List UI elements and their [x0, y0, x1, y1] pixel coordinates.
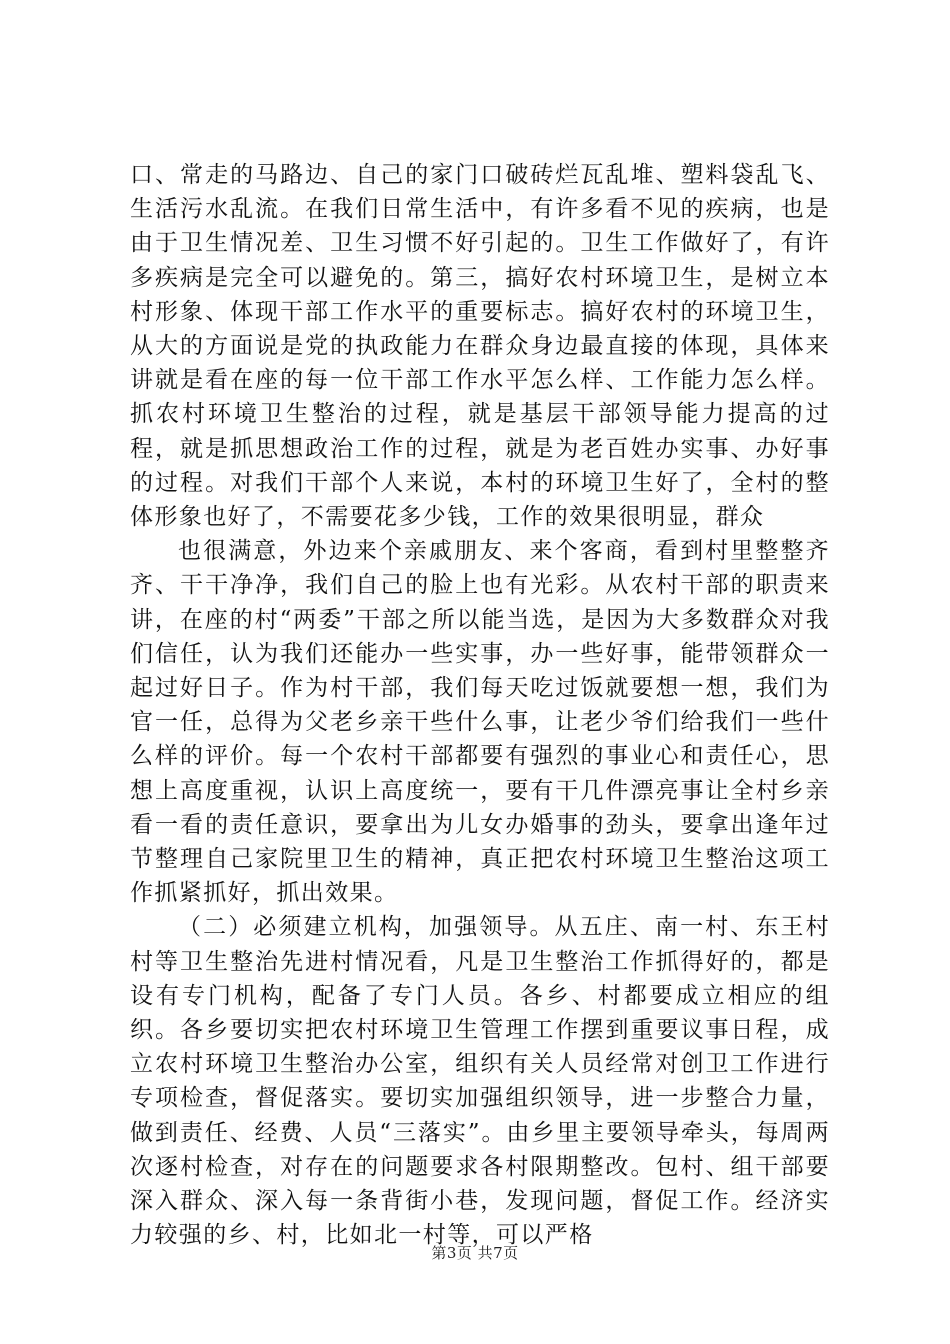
paragraph-3: （二）必须建立机构，加强领导。从五庄、南一村、东王村村等卫生整治先进村情况看，凡是卫生整治工作抓得好的，都是设有专门机构，配备了专门人员。各乡、村都要成立相应的组织。各乡要切实把农村环境卫生管理工作摆到重要议事日程，成立农村环境卫生整治办公室，组织有关人员经常对创卫工作进行专项检查，督促落实。要切实加强组织领导，进一步整合力量，做到责任、经费、人员“三落实”。由乡里主要领导牵头，每周两次逐村检查，对存在的问题要求各村限期整改。包村、组干部要深入群众、深入每一条背街小巷，发现问题，督促工作。经济实力较强的乡、村，比如北一村等，可以严格	[130, 914, 830, 1249]
paragraph-1: 口、常走的马路边、自己的家门口破砖烂瓦乱堆、塑料袋乱飞、生活污水乱流。在我们日常生活中，有许多看不见的疾病，也是由于卫生情况差、卫生习惯不好引起的。卫生工作做好了，有许多疾病是完全可以避免的。第三，搞好农村环境卫生，是树立本村形象、体现干部工作水平的重要标志。搞好农村的环境卫生，从大的方面说是党的执政能力在群众身边最直接的体现，具体来讲就是看在座的每一位干部工作水平怎么样、工作能力怎么样。抓农村环境卫生整治的过程，就是基层干部领导能力提高的过程，就是抓思想政治工作的过程，就是为老百姓办实事、办好事的过程。对我们干部个人来说，本村的环境卫生好了，全村的整体形象也好了，不需要花多少钱，工作的效果很明显，群众	[130, 162, 830, 531]
paragraph-2: 也很满意，外边来个亲戚朋友、来个客商，看到村里整整齐齐、干干净净，我们自己的脸上也有光彩。从农村干部的职责来讲，在座的村“两委”干部之所以能当选，是因为大多数群众对我们信任，认为我们还能办一些实事，办一些好事，能带领群众一起过好日子。作为村干部，我们每天吃过饭就要想一想，我们为官一任，总得为父老乡亲干些什么事，让老少爷们给我们一些什么样的评价。每一个农村干部都要有强烈的事业心和责任心，思想上高度重视，认识上高度统一，要有干几件漂亮事让全村乡亲看一看的责任意识，要拿出为儿女办婚事的劲头，要拿出逢年过节整理自己家院里卫生的精神，真正把农村环境卫生整治这项工作抓紧抓好，抓出效果。	[130, 538, 830, 907]
document-body	[130, 158, 830, 1253]
page-number-footer: 第3页 共7页	[431, 1244, 519, 1262]
